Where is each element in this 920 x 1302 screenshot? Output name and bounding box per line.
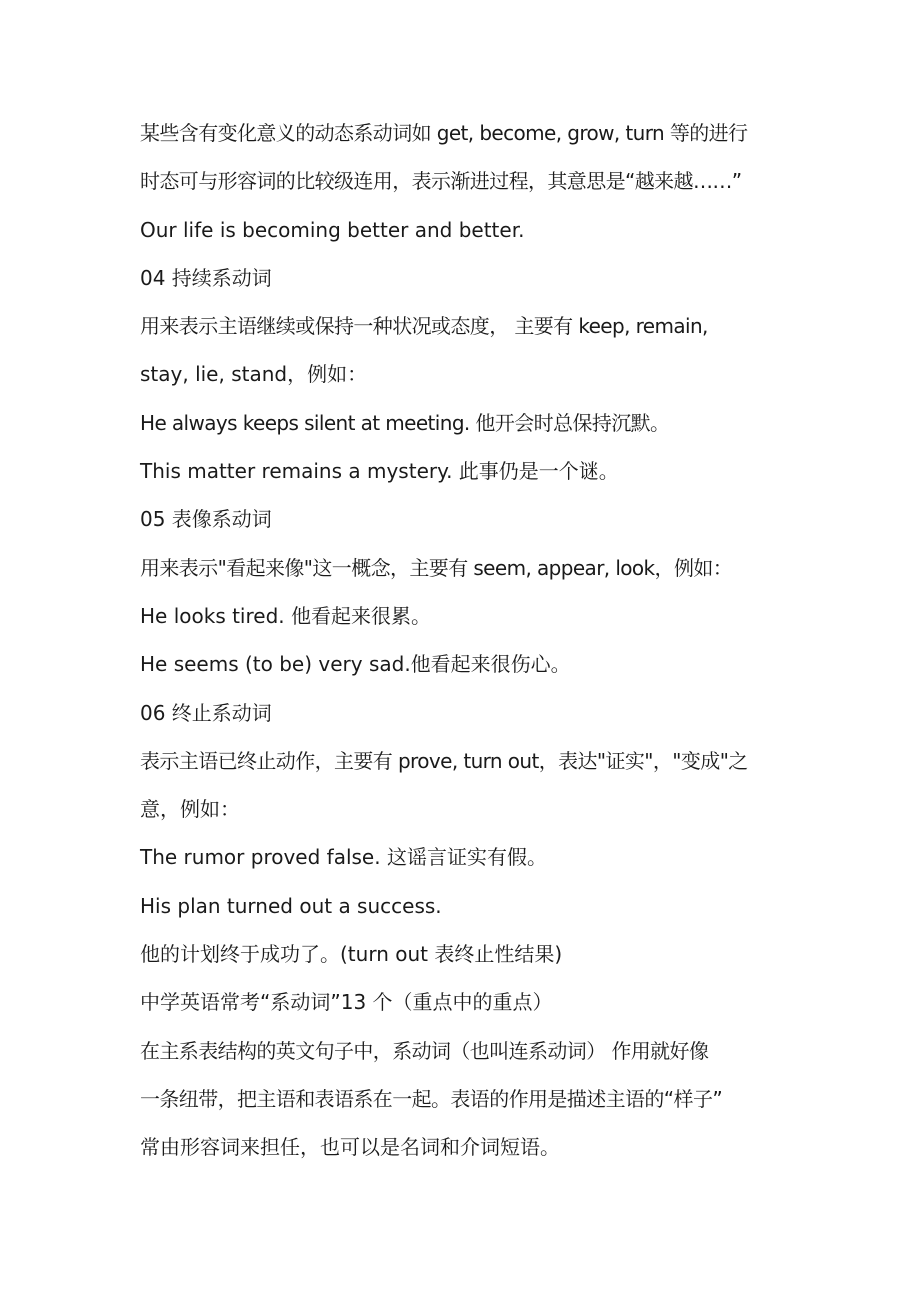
document-body	[140, 109, 800, 1172]
paragraph-line: 用来表示"看起来像"这一概念，主要有 seem, appear, look，例如：	[140, 555, 733, 580]
paragraph-line: 用来表示主语继续或保持一种状况或态度， 主要有 keep, remain,	[140, 314, 708, 339]
section-heading: 04 持续系动词	[140, 265, 272, 290]
section-heading: 05 表像系动词	[140, 507, 272, 532]
paragraph-line: 时态可与形容词的比较级连用，表示渐进过程，其意思是“越来越……”	[140, 169, 742, 194]
example-sentence: Our life is becoming better and better.	[140, 217, 525, 242]
paragraph-line: 某些含有变化意义的动态系动词如 get, become, grow, turn 等的进行	[140, 121, 748, 145]
paragraph-line: 一条纽带，把主语和表语系在一起。表语的作用是描述主语的“样子”	[140, 1086, 723, 1111]
paragraph-line: 意，例如：	[140, 797, 240, 822]
paragraph-line: stay, lie, stand，例如：	[140, 362, 368, 387]
example-sentence: He always keeps silent at meeting. 他开会时总保持沉默。	[140, 410, 670, 435]
example-translation: 他的计划终于成功了。(turn out 表终止性结果)	[140, 942, 563, 967]
example-sentence: He seems (to be) very sad.他看起来很伤心。	[140, 652, 571, 677]
paragraph-line: 表示主语已终止动作，主要有 prove, turn out，表达"证实"，"变成"之	[140, 748, 748, 773]
example-sentence: He looks tired. 他看起来很累。	[140, 603, 431, 628]
section-heading: 中学英语常考“系动词”13 个（重点中的重点）	[140, 990, 553, 1015]
example-sentence: The rumor proved false. 这谣言证实有假。	[140, 845, 547, 870]
section-heading: 06 终止系动词	[140, 700, 272, 725]
paragraph-line: 在主系表结构的英文句子中，系动词（也叫连系动词） 作用就好像	[140, 1038, 709, 1063]
example-sentence: His plan turned out a success.	[140, 893, 442, 918]
paragraph-line: 常由形容词来担任，也可以是名词和介词短语。	[140, 1135, 560, 1160]
example-sentence: This matter remains a mystery. 此事仍是一个谜。	[140, 459, 619, 484]
